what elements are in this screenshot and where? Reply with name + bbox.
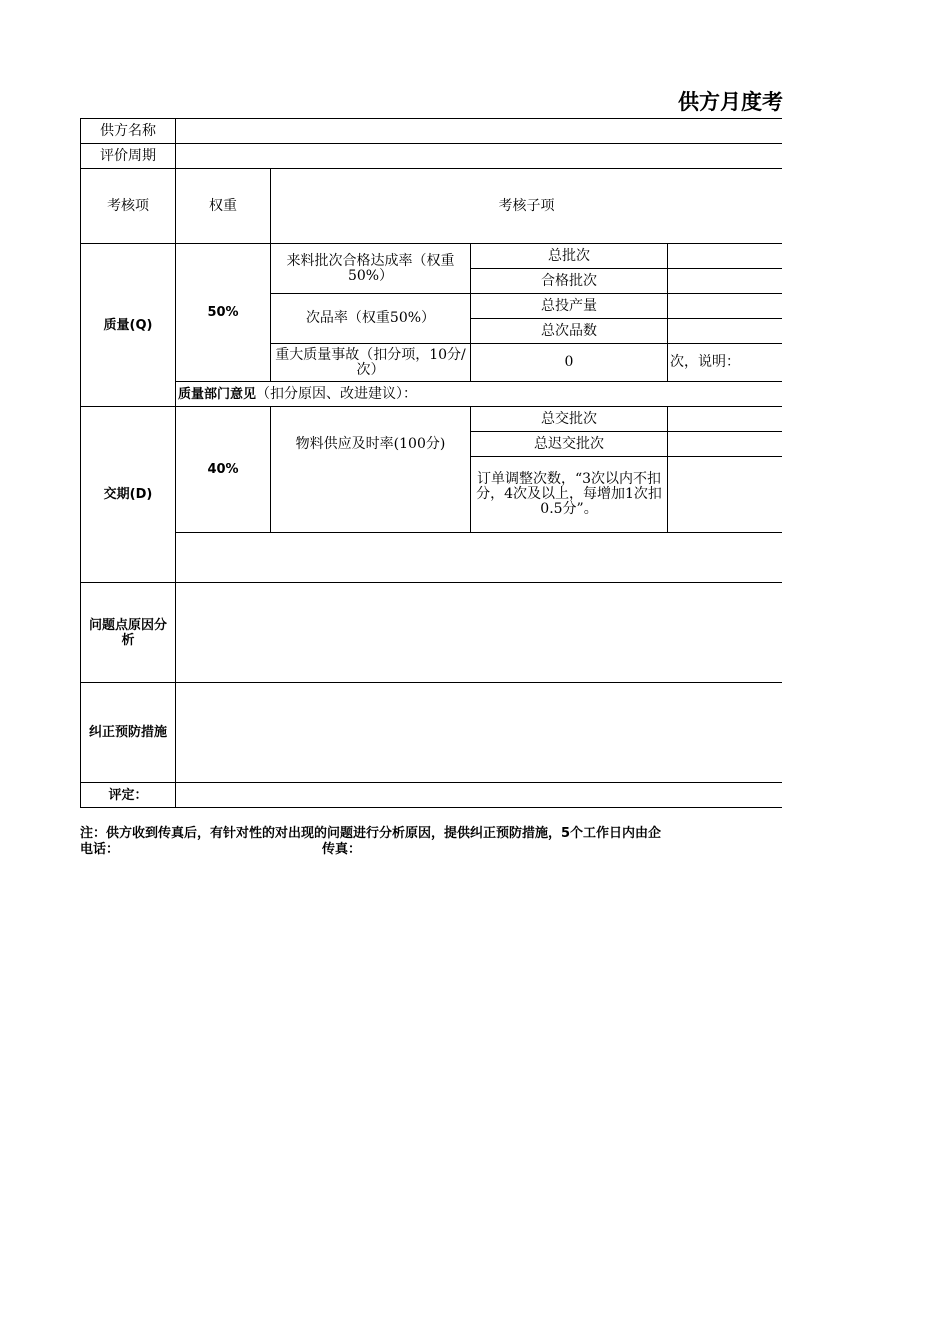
period-value[interactable] xyxy=(176,144,783,169)
delivery-b-value[interactable] xyxy=(668,432,783,457)
quality-opinion-label: 质量部门意见 xyxy=(178,386,257,402)
quality-opinion-hint: （扣分原因、改进建议）： xyxy=(256,385,418,402)
weight-header: 权重 xyxy=(176,169,271,244)
corrective-value[interactable] xyxy=(176,683,783,783)
quality-label: 质量(Q) xyxy=(81,244,176,407)
delivery-weight: 40% xyxy=(176,407,271,533)
quality-sub1-a: 总批次 xyxy=(471,244,668,269)
delivery-a: 总交批次 xyxy=(471,407,668,432)
quality-sub2-a-value[interactable] xyxy=(668,294,783,319)
footer-note: 注：供方收到传真后，有针对性的对出现的问题进行分析原因，提供纠正预防措施，5个工作日内由企 xyxy=(80,826,662,841)
quality-sub3-value[interactable]: 0 xyxy=(471,344,668,382)
delivery-label: 交期(D) xyxy=(81,407,176,583)
corrective-label: 纠正预防措施 xyxy=(81,683,176,783)
delivery-sub: 物料供应及时率(100分) xyxy=(271,407,471,533)
quality-sub2-b: 总次品数 xyxy=(471,319,668,344)
quality-sub1-b: 合格批次 xyxy=(471,269,668,294)
quality-weight: 50% xyxy=(176,244,271,382)
delivery-b: 总迟交批次 xyxy=(471,432,668,457)
delivery-remark[interactable] xyxy=(176,533,783,583)
supplier-name-label: 供方名称 xyxy=(81,119,176,144)
quality-sub3-unit: 次，说明： xyxy=(668,344,783,382)
period-label: 评价周期 xyxy=(81,144,176,169)
quality-sub1-a-value[interactable] xyxy=(668,244,783,269)
rating-label: 评定： xyxy=(81,783,176,808)
delivery-a-value[interactable] xyxy=(668,407,783,432)
item-header: 考核项 xyxy=(81,169,176,244)
quality-sub1: 来料批次合格达成率（权重50%） xyxy=(271,244,471,294)
rating-value[interactable] xyxy=(176,783,783,808)
quality-sub3: 重大质量事故（扣分项，10分/次） xyxy=(271,344,471,382)
analysis-value[interactable] xyxy=(176,583,783,683)
delivery-c-value[interactable] xyxy=(668,457,783,533)
page-title: 供方月度考 xyxy=(678,90,783,114)
analysis-label: 问题点原因分析 xyxy=(81,583,176,683)
phone-label: 电话： xyxy=(80,842,120,857)
sub-item-header: 考核子项 xyxy=(271,169,783,244)
quality-sub2: 次品率（权重50%） xyxy=(271,294,471,344)
supplier-name-value[interactable] xyxy=(176,119,783,144)
delivery-c: 订单调整次数，“3次以内不扣分，4次及以上，每增加1次扣0.5分”。 xyxy=(471,457,668,533)
evaluation-table xyxy=(80,118,782,808)
quality-opinion[interactable] xyxy=(176,382,783,407)
fax-label: 传真： xyxy=(322,842,362,857)
quality-sub1-b-value[interactable] xyxy=(668,269,783,294)
quality-sub2-b-value[interactable] xyxy=(668,319,783,344)
quality-sub2-a: 总投产量 xyxy=(471,294,668,319)
